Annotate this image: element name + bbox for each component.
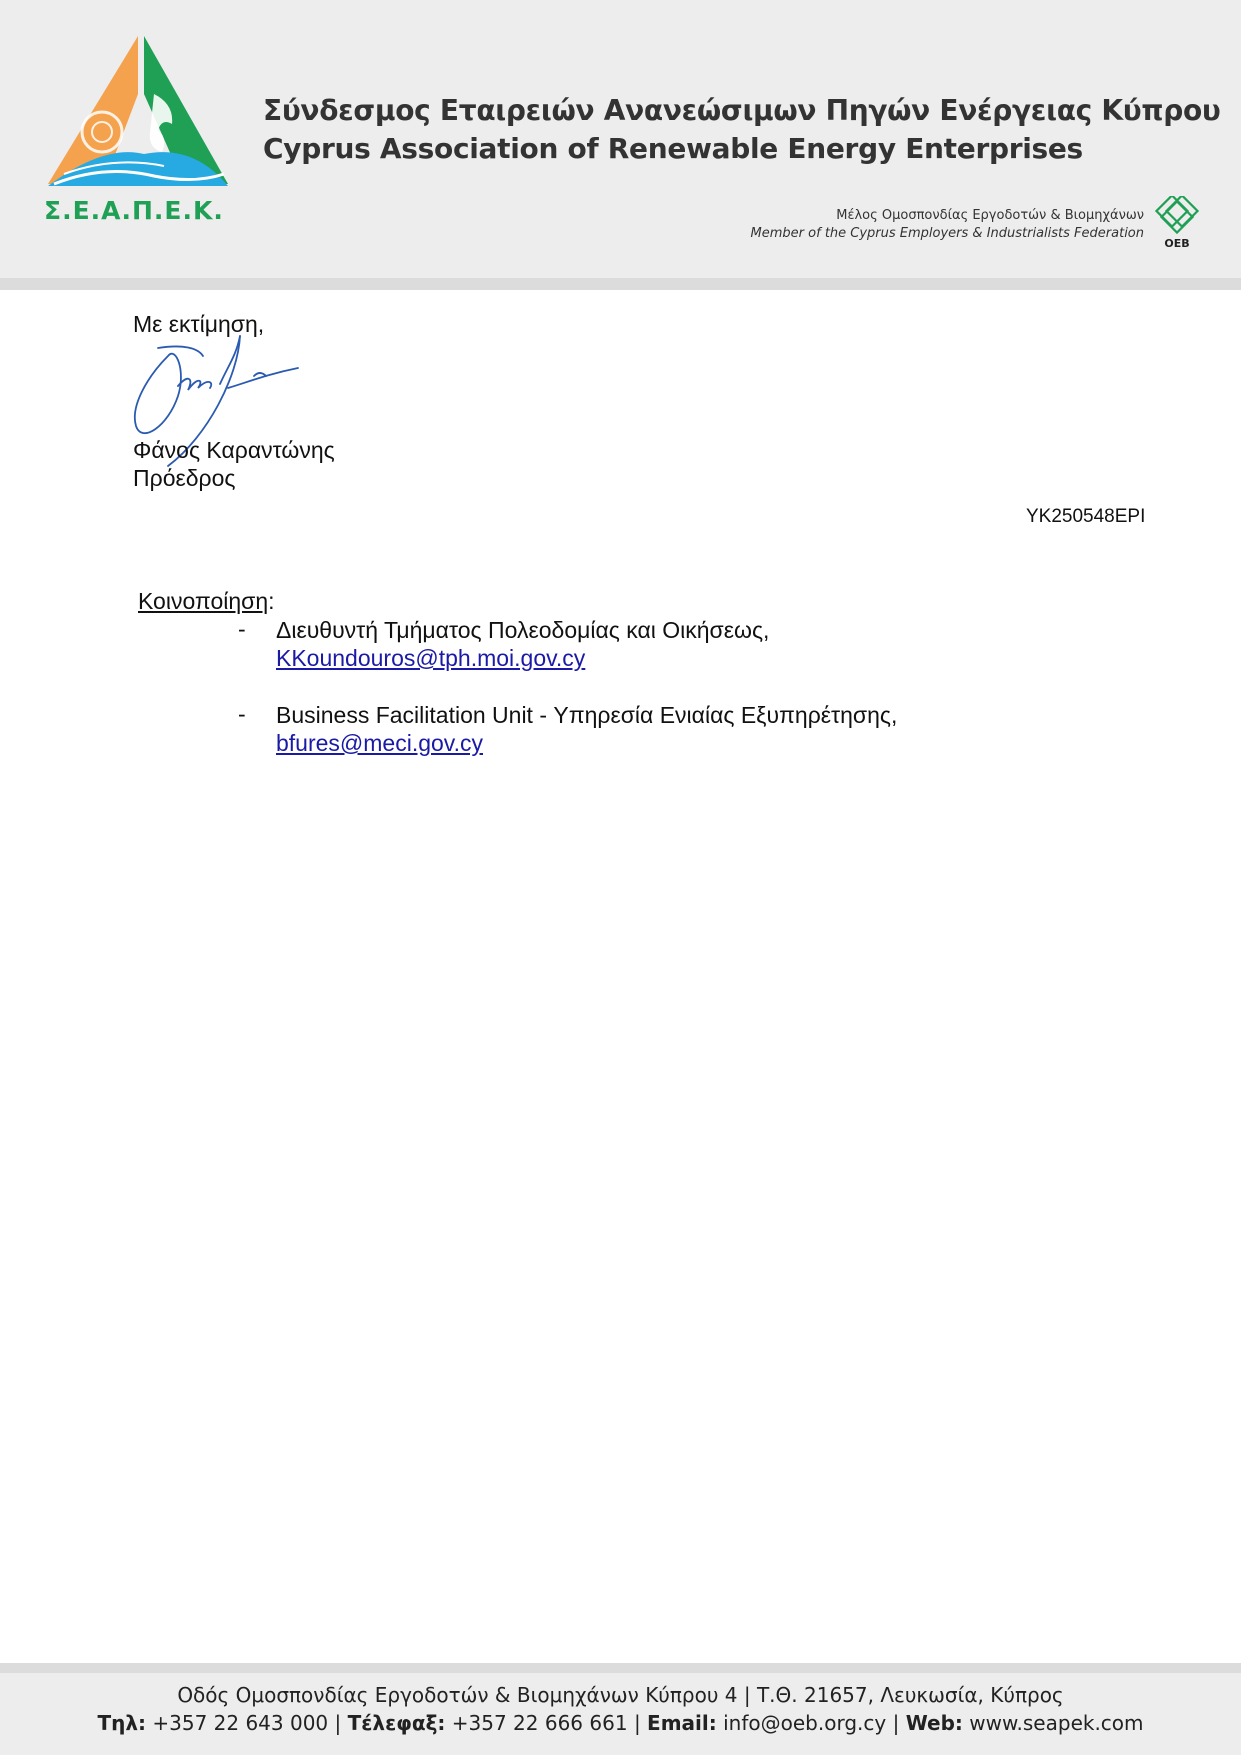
footer-email[interactable]: info@oeb.org.cy bbox=[723, 1711, 887, 1735]
cc-colon: : bbox=[268, 588, 275, 614]
organization-name bbox=[263, 92, 1221, 168]
cc-recipient-email bbox=[276, 644, 585, 672]
seapek-logo bbox=[44, 34, 264, 244]
cc-recipient-name: Business Facilitation Unit - Υπηρεσία Ενιαίας Εξυπηρέτησης, bbox=[276, 702, 898, 728]
email-link[interactable]: bfures@meci.gov.cy bbox=[276, 730, 483, 756]
fax-label: Τέλεφαξ: bbox=[347, 1711, 446, 1735]
list-bullet: - bbox=[238, 701, 246, 727]
header-divider bbox=[0, 278, 1241, 290]
logo-text: Σ.Ε.Α.Π.Ε.Κ. bbox=[44, 196, 224, 225]
signer-name: Φάνος Καραντώνης bbox=[133, 437, 335, 463]
organization-name-greek: Σύνδεσμος Εταιρειών Ανανεώσιμων Πηγών Ενέργειας Κύπρου bbox=[263, 94, 1221, 127]
web-label: Web: bbox=[905, 1711, 963, 1735]
footer-contacts bbox=[0, 1711, 1241, 1735]
oeb-federation-logo bbox=[1151, 196, 1203, 250]
tel-value: +357 22 643 000 bbox=[152, 1711, 329, 1735]
cc-label: Κοινοποίηση bbox=[138, 588, 269, 614]
footer-address: Οδός Ομοσπονδίας Εργοδοτών & Βιομηχάνων Κύπρου 4 | Τ.Θ. 21657, Λευκωσία, Κύπρος bbox=[177, 1683, 1064, 1707]
membership-english: Member of the Cyprus Employers & Industrialists Federation bbox=[750, 226, 1144, 241]
footer-divider bbox=[0, 1663, 1241, 1673]
cc-heading bbox=[138, 587, 275, 615]
cc-recipient-email bbox=[276, 729, 483, 757]
email-label: Email: bbox=[647, 1711, 717, 1735]
separator: | bbox=[334, 1711, 342, 1735]
separator: | bbox=[892, 1711, 900, 1735]
letterhead bbox=[0, 0, 1241, 278]
organization-name-english: Cyprus Association of Renewable Energy Enterprises bbox=[263, 132, 1083, 165]
signer-title: Πρόεδρος bbox=[133, 465, 236, 491]
separator: | bbox=[633, 1711, 641, 1735]
membership-greek: Μέλος Ομοσπονδίας Εργοδοτών & Βιομηχάνων bbox=[836, 208, 1144, 223]
cc-recipient-name: Διευθυντή Τμήματος Πολεοδομίας και Οικήσεως, bbox=[276, 617, 770, 643]
reference-number: YK250548EPI bbox=[1026, 506, 1146, 527]
email-link[interactable]: KKoundouros@tph.moi.gov.cy bbox=[276, 645, 586, 671]
federation-membership bbox=[751, 207, 1144, 243]
list-bullet: - bbox=[238, 616, 246, 642]
footer-website[interactable]: www.seapek.com bbox=[969, 1711, 1144, 1735]
closing-phrase: Με εκτίμηση, bbox=[133, 311, 265, 337]
letter-footer bbox=[0, 1673, 1241, 1755]
tel-label: Τηλ: bbox=[97, 1711, 146, 1735]
oeb-badge-text: OEB bbox=[1164, 237, 1190, 250]
fax-value: +357 22 666 661 bbox=[451, 1711, 628, 1735]
